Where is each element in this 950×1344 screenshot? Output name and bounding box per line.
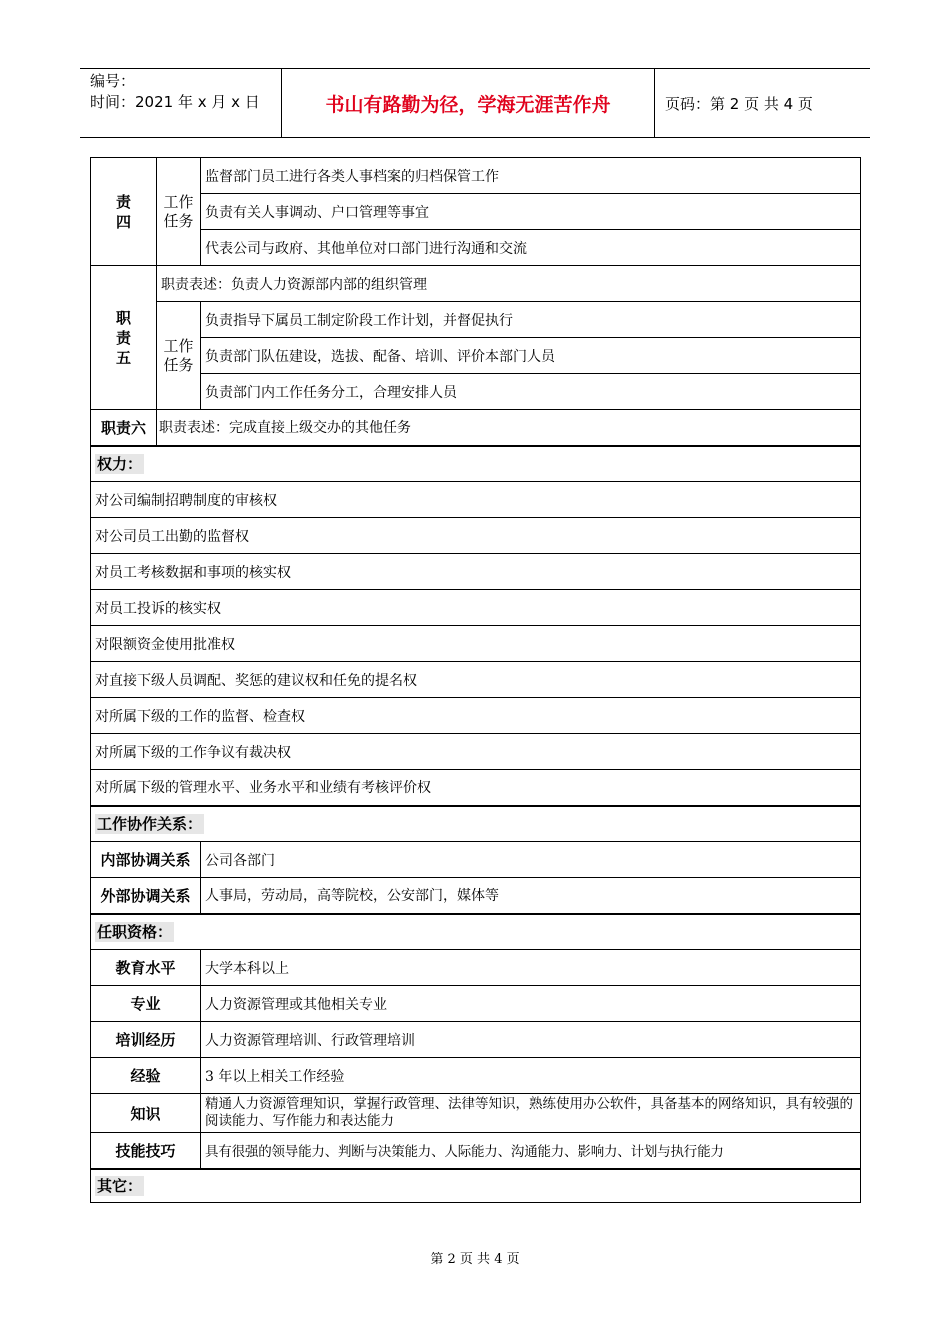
date-label: 时间：2021 年 x 月 x 日 xyxy=(90,93,260,111)
qualification-label: 经验 xyxy=(91,1058,201,1094)
duty4-row xyxy=(91,194,861,230)
duty5-row xyxy=(91,338,861,374)
duty5-task: 负责指导下属员工制定阶段工作计划，并督促执行 xyxy=(201,302,861,338)
power-item: 对员工考核数据和事项的核实权 xyxy=(91,554,861,590)
duty6-statement: 职责表述：完成直接上级交办的其他任务 xyxy=(157,410,861,446)
qualification-label: 专业 xyxy=(91,986,201,1022)
internal-relation-label: 内部协调关系 xyxy=(91,842,201,878)
relations-title: 工作协作关系： xyxy=(97,815,203,834)
duty6-row xyxy=(91,410,861,446)
header-motto: 书山有路勤为径，学海无涯苦作舟 xyxy=(281,69,655,137)
duty5-tasks-label: 工作 任务 xyxy=(157,302,201,410)
others-title: 其它： xyxy=(97,1177,143,1196)
qualification-value: 精通人力资源管理知识，掌握行政管理、法律等知识，熟练使用办公软件，具备基本的网络知识，具有较强的阅读能力、写作能力和表达能力 xyxy=(201,1094,861,1133)
duty5-row xyxy=(91,266,861,302)
header-page-label: 页码：第 2 页 共 4 页 xyxy=(665,94,813,113)
qualification-row xyxy=(91,986,861,1022)
others-section-header xyxy=(91,1169,861,1203)
qualification-label: 知识 xyxy=(91,1094,201,1133)
qualifications-title: 任职资格： xyxy=(97,923,173,942)
duty5-task: 负责部门内工作任务分工，合理安排人员 xyxy=(201,374,861,410)
external-relation-value: 人事局，劳动局，高等院校，公安部门，媒体等 xyxy=(201,878,861,914)
power-item: 对所属下级的工作的监督、检查权 xyxy=(91,698,861,734)
external-relation-label: 外部协调关系 xyxy=(91,878,201,914)
qualification-value: 人力资源管理或其他相关专业 xyxy=(201,986,861,1022)
qualification-row xyxy=(91,1022,861,1058)
powers-section-header xyxy=(91,446,861,482)
qualification-value: 具有很强的领导能力、判断与决策能力、人际能力、沟通能力、影响力、计划与执行能力 xyxy=(201,1133,861,1169)
power-item: 对所属下级的管理水平、业务水平和业绩有考核评价权 xyxy=(91,770,861,806)
duty5-statement: 职责表述：负责人力资源部内部的组织管理 xyxy=(157,266,861,302)
relation-row xyxy=(91,878,861,914)
qualification-label: 技能技巧 xyxy=(91,1133,201,1169)
power-item: 对限额资金使用批准权 xyxy=(91,626,861,662)
duty5-row xyxy=(91,302,861,338)
power-item: 对公司编制招聘制度的审核权 xyxy=(91,482,861,518)
power-item: 对员工投诉的核实权 xyxy=(91,590,861,626)
page-footer: 第 2 页 共 4 页 xyxy=(430,1252,520,1267)
power-item: 对所属下级的工作争议有裁决权 xyxy=(91,734,861,770)
qualification-row xyxy=(91,1133,861,1169)
qualification-value: 人力资源管理培训、行政管理培训 xyxy=(201,1022,861,1058)
job-description-table xyxy=(90,157,861,1203)
duty4-tasks-label: 工作 任务 xyxy=(157,158,201,266)
duty6-label: 职责六 xyxy=(91,410,157,446)
duty5-task: 负责部门队伍建设，选拔、配备、培训、评价本部门人员 xyxy=(201,338,861,374)
qualification-row xyxy=(91,1094,861,1133)
relations-section-header xyxy=(91,806,861,842)
qualification-value: 3 年以上相关工作经验 xyxy=(201,1058,861,1094)
duty4-task: 代表公司与政府、其他单位对口部门进行沟通和交流 xyxy=(201,230,861,266)
power-item: 对直接下级人员调配、奖惩的建议权和任免的提名权 xyxy=(91,662,861,698)
duty5-row xyxy=(91,374,861,410)
page-header xyxy=(80,68,870,138)
internal-relation-value: 公司各部门 xyxy=(201,842,861,878)
power-item: 对公司员工出勤的监督权 xyxy=(91,518,861,554)
powers-title: 权力： xyxy=(97,455,143,474)
qualifications-section-header xyxy=(91,914,861,950)
qualification-row xyxy=(91,1058,861,1094)
qualification-value: 大学本科以上 xyxy=(201,950,861,986)
qualification-label: 教育水平 xyxy=(91,950,201,986)
duty5-label: 职 责 五 xyxy=(91,266,157,410)
header-meta xyxy=(80,69,281,137)
duty4-task: 监督部门员工进行各类人事档案的归档保管工作 xyxy=(201,158,861,194)
duty4-row xyxy=(91,158,861,194)
duty4-task: 负责有关人事调动、户口管理等事宜 xyxy=(201,194,861,230)
qualification-row xyxy=(91,950,861,986)
relation-row xyxy=(91,842,861,878)
duty4-row xyxy=(91,230,861,266)
qualification-label: 培训经历 xyxy=(91,1022,201,1058)
duty4-label: 责 四 xyxy=(91,158,157,266)
number-label: 编号： xyxy=(90,72,136,90)
